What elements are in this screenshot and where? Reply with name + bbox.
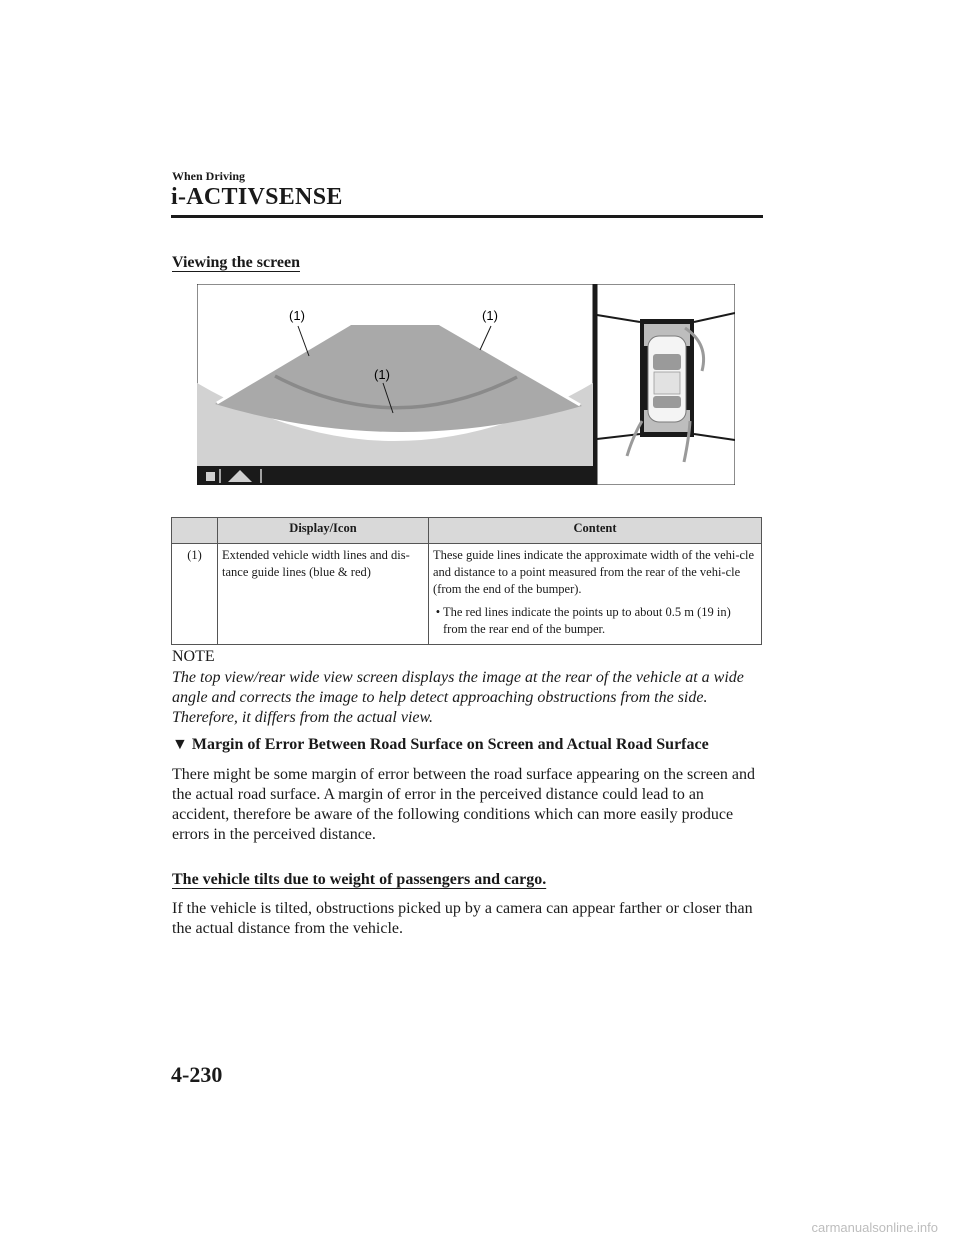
condition-heading: The vehicle tilts due to weight of passengers and cargo. — [172, 871, 547, 888]
row-number: (1) — [172, 544, 218, 645]
title-divider — [171, 215, 763, 218]
table-header-content: Content — [429, 518, 762, 544]
callout-label: (1) — [482, 308, 498, 323]
table-header-row — [172, 518, 762, 544]
table-header-blank — [172, 518, 218, 544]
margin-of-error-heading — [172, 736, 709, 754]
status-bar — [197, 466, 593, 485]
condition-paragraph: If the vehicle is tilted, obstructions picked up by a camera can appear farther or closer than the actual distance from the vehicle. — [172, 900, 753, 937]
bullet-dot-icon: • — [435, 605, 441, 619]
callout-label: (1) — [374, 367, 390, 382]
screen-illustration — [197, 284, 735, 485]
viewing-screen-heading: Viewing the screen — [172, 254, 300, 271]
page-number: 4-230 — [171, 1062, 223, 1087]
display-icon-table — [171, 517, 762, 645]
section-label: When Driving — [172, 169, 246, 183]
margin-of-error-paragraph: There might be some margin of error between the road surface appearing on the screen and the actual road surface. A margin of error in the perceived distance could lead to an accident, therefore be aware of the following conditions which can more easily produce errors in the perceived distance. — [172, 766, 756, 843]
note-label: NOTE — [172, 648, 215, 665]
row-display-icon: Extended vehicle width lines and dis-tance guide lines (blue & red) — [218, 544, 429, 645]
watermark: carmanualsonline.info — [811, 1220, 938, 1235]
table-header-display-icon: Display/Icon — [218, 518, 429, 544]
table-row — [172, 544, 762, 645]
row-content-bullet-text: The red lines indicate the points up to about 0.5 m (19 in) from the rear end of the bumper. — [443, 605, 731, 636]
margin-of-error-heading-text: Margin of Error Between Road Surface on Screen and Actual Road Surface — [191, 736, 709, 753]
row-content-text: These guide lines indicate the approximate width of the vehi-cle and distance to a point measured from the rear of the vehi-cle (from the end of the bumper). — [433, 548, 755, 596]
row-content — [429, 544, 762, 645]
row-content-bullet — [433, 604, 757, 638]
page-title: i-ACTIVSENSE — [171, 184, 343, 210]
triangle-marker-icon: ▼ — [172, 736, 188, 753]
note-text: The top view/rear wide view screen displays the image at the rear of the vehicle at a wide angle and corrects the image to help detect approaching obstructions from the side. Therefore, it differs from the actual view. — [172, 669, 744, 726]
callout-label: (1) — [289, 308, 305, 323]
